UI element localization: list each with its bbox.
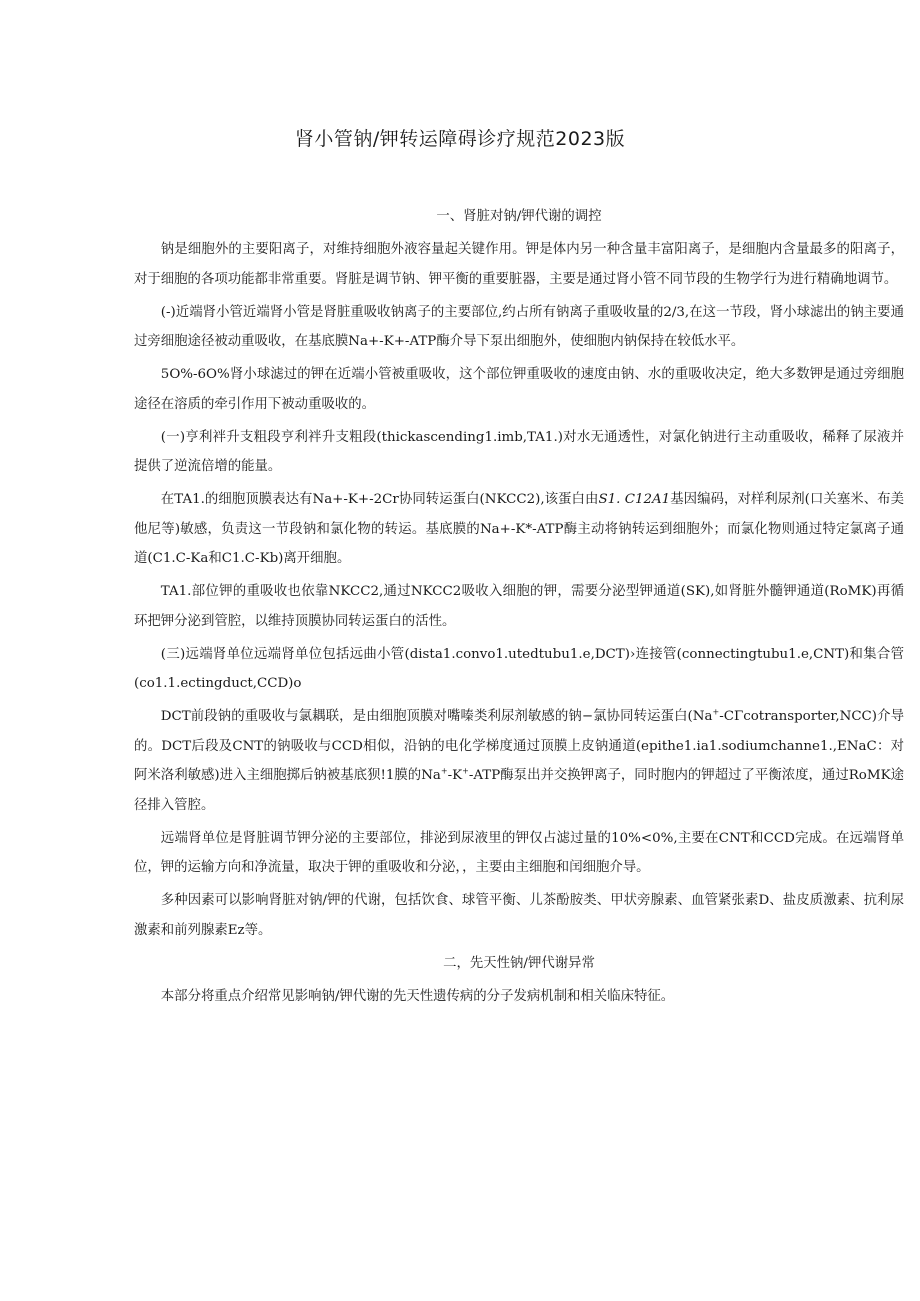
paragraph-dct (134, 702, 904, 820)
paragraph-factors: 多种因素可以影响肾脏对钠/钾的代谢，包括饮食、球管平衡、儿茶酚胺类、甲状旁腺素、血管紧张素D、盐皮质激素、抗利尿激素和前列腺素Ez等。 (134, 893, 904, 938)
dct-superscript-1: + (712, 707, 720, 717)
document-body (134, 202, 904, 1015)
dct-text-d: -ATP酶泵出并交换钾离子，同时胞内的钾超过了平衡浓度，通过RoMK途径排入管腔。 (134, 768, 904, 813)
paragraph-proximal-tubule: (-)近端肾小管近端肾小管是肾脏重吸收钠离子的主要部位,约占所有钠离子重吸收量的2/3,在这一节段，肾小球滤出的钠主要通过旁细胞途径被动重吸收，在基底膜Na+-K+-ATP酶介导下泵出细胞外，使细胞内钠保持在较低水平。 (134, 304, 904, 349)
paragraph-potassium-reabsorption: 5O%-6O%肾小球滤过的钾在近端小管被重吸收，这个部位钾重吸收的速度由钠、水的重吸收决定，绝大多数钾是通过旁细胞途径在溶质的牵引作用下被动重吸收的。 (134, 367, 904, 412)
dct-superscript-2: + (440, 766, 448, 776)
section-heading-1: 一、肾脏对钠/钾代谢的调控 (436, 209, 602, 224)
tal-nkcc2-text-a: 在TA1.的细胞顶膜表达有Na+-K+-2Cr协同转运蛋白(NKCC2),该蛋白由 (160, 492, 599, 507)
paragraph-tal-nkcc2 (134, 485, 904, 574)
dct-text-b: -CΓcotransporter,NCC)介导的。DCT后段及CNT的钠吸收与CCD相似，沿钠的电化学梯度通过顶膜上皮钠通道(epithe1.ia1.sodiumchanne1.,ENaC：对阿米洛利敏感)进入主细胞掷后钠被基底狈!1膜的Na (134, 709, 904, 783)
paragraph-section2-intro: 本部分将重点介绍常见影响钠/钾代谢的先天性遗传病的分子发病机制和相关临床特征。 (160, 988, 675, 1004)
tal-nkcc2-text-b: 基因编码，对样利尿剂(口关塞米、布美他尼等)敏感，负责这一节段钠和氯化物的转运。基底膜的Na+-K*-ATP酶主动将钠转运到细胞外；而氯化物则通过特定氯离子通道(C1.C-Ka和C1.C-Kb)离开细胞。 (134, 492, 904, 566)
paragraph-distal-intro: (三)远端肾单位远端肾单位包括远曲小管(dista1.convo1.utedtubu1.e,DCT)›连接管(connectingtubu1.e,CNT)和集合管(co1.1.ectingduct,CCD)o (134, 646, 904, 691)
dct-text-a: DCT前段钠的重吸收与氯耦联，是由细胞顶膜对嘴嗪类利尿剂敏感的钠−氯协同转运蛋白(Na (160, 709, 713, 724)
document-title: 肾小管钠/钾转运障碍诊疗规范2023版 (294, 128, 626, 150)
gene-name: S1. C12A1 (598, 492, 671, 507)
paragraph-intro: 钠是细胞外的主要阳离子，对维持细胞外液容量起关键作用。钾是体内另一种含量丰富阳离子，是细胞内含量最多的阳离子，对于细胞的各项功能都非常重要。肾脏是调节钠、钾平衡的重要脏器，主要是通过肾小管不同节段的生物学行为进行精确地调节。 (134, 242, 904, 287)
paragraph-tal-intro: (一)亨利袢升支粗段亨利袢升支粗段(thickascending1.imb,TA1.)对水无通透性，对氯化钠进行主动重吸收，稀释了尿液并提供了逆流倍增的能量。 (134, 429, 904, 474)
paragraph-distal-potassium: 远端肾单位是肾脏调节钾分泌的主要部位，排泌到尿液里的钾仅占滤过量的10%<0%,主要在CNT和CCD完成。在远端肾单位，钾的运输方向和净流量，取决于钾的重吸收和分泌，，主要由主细胞和闰细胞介导。 (134, 830, 904, 875)
dct-superscript-3: + (462, 766, 469, 776)
dct-text-c: -K (447, 768, 463, 783)
paragraph-tal-potassium: TA1.部位钾的重吸收也依靠NKCC2,通过NKCC2吸收入细胞的钾，需要分泌型钾通道(SK),如肾脏外髓钾通道(RoMK)再循环把钾分泌到管腔，以维持顶膜协同转运蛋白的活性。 (134, 584, 904, 629)
section-heading-2: 二，先天性钠/钾代谢异常 (443, 955, 595, 971)
